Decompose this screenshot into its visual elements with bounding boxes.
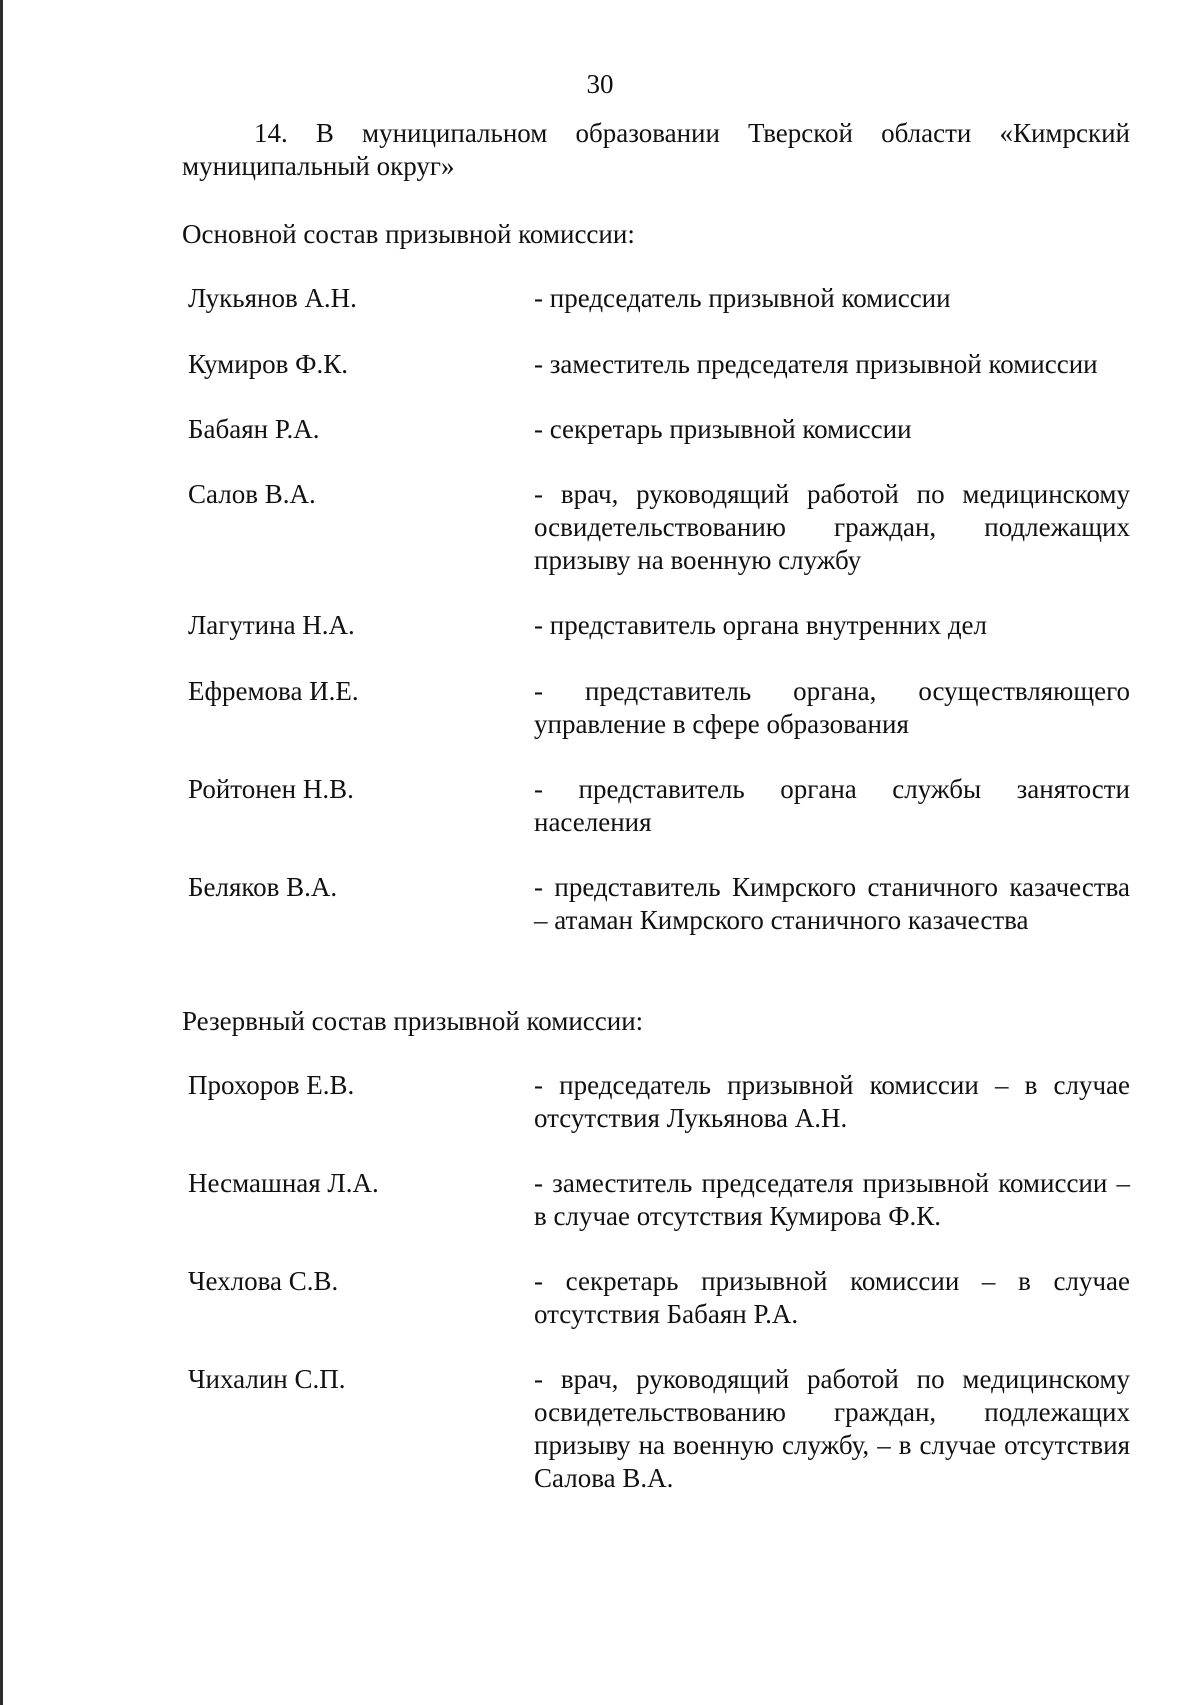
section-heading: 14. В муниципальном образовании Тверской области «Кимрский муниципальный округ» (182, 118, 1130, 181)
reserve-section-title: Резервный состав призывной комиссии: (182, 1006, 644, 1036)
member-role: - врач, руководящий работой по медицинскому освидетельствованию граждан, подлежащих призыву на военную службу (534, 479, 1130, 575)
scan-edge (0, 0, 3, 1705)
member-name: Салов В.А. (188, 479, 316, 509)
member-role: - представитель органа внутренних дел (534, 610, 988, 640)
member-role: - заместитель председателя призывной комиссии – в случае отсутствия Кумирова Ф.К. (534, 1168, 1130, 1231)
member-role: - председатель призывной комиссии (534, 283, 951, 313)
member-role: - представитель органа службы занятости населения (534, 774, 1130, 837)
member-name: Прохоров Е.В. (188, 1070, 355, 1100)
member-role: - секретарь призывной комиссии (534, 414, 912, 444)
member-name: Беляков В.А. (188, 872, 338, 902)
member-name: Несмашная Л.А. (188, 1168, 379, 1198)
page-number: 30 (586, 69, 614, 99)
member-name: Кумиров Ф.К. (188, 349, 348, 379)
member-role: - представитель Кимрского станичного казачества – атаман Кимрского станичного казачества (534, 872, 1130, 935)
member-role: - представитель органа, осуществляющего управление в сфере образования (534, 676, 1130, 739)
member-name: Лагутина Н.А. (188, 610, 355, 640)
member-name: Бабаян Р.А. (188, 414, 320, 444)
member-name: Ройтонен Н.В. (188, 774, 354, 804)
member-role: - врач, руководящий работой по медицинскому освидетельствованию граждан, подлежащих призыву на военную службу, – в случае отсутствия Салова В.А. (534, 1364, 1130, 1493)
member-role: - секретарь призывной комиссии – в случае отсутствия Бабаян Р.А. (534, 1266, 1130, 1329)
member-role: - председатель призывной комиссии – в случае отсутствия Лукьянова А.Н. (534, 1070, 1130, 1133)
member-name: Лукьянов А.Н. (188, 283, 357, 313)
member-name: Ефремова И.Е. (188, 676, 359, 706)
member-name: Чихалин С.П. (188, 1364, 346, 1394)
member-role: - заместитель председателя призывной комиссии (534, 349, 1098, 379)
main-section-title: Основной состав призывной комиссии: (182, 219, 635, 249)
member-name: Чехлова С.В. (188, 1266, 339, 1296)
